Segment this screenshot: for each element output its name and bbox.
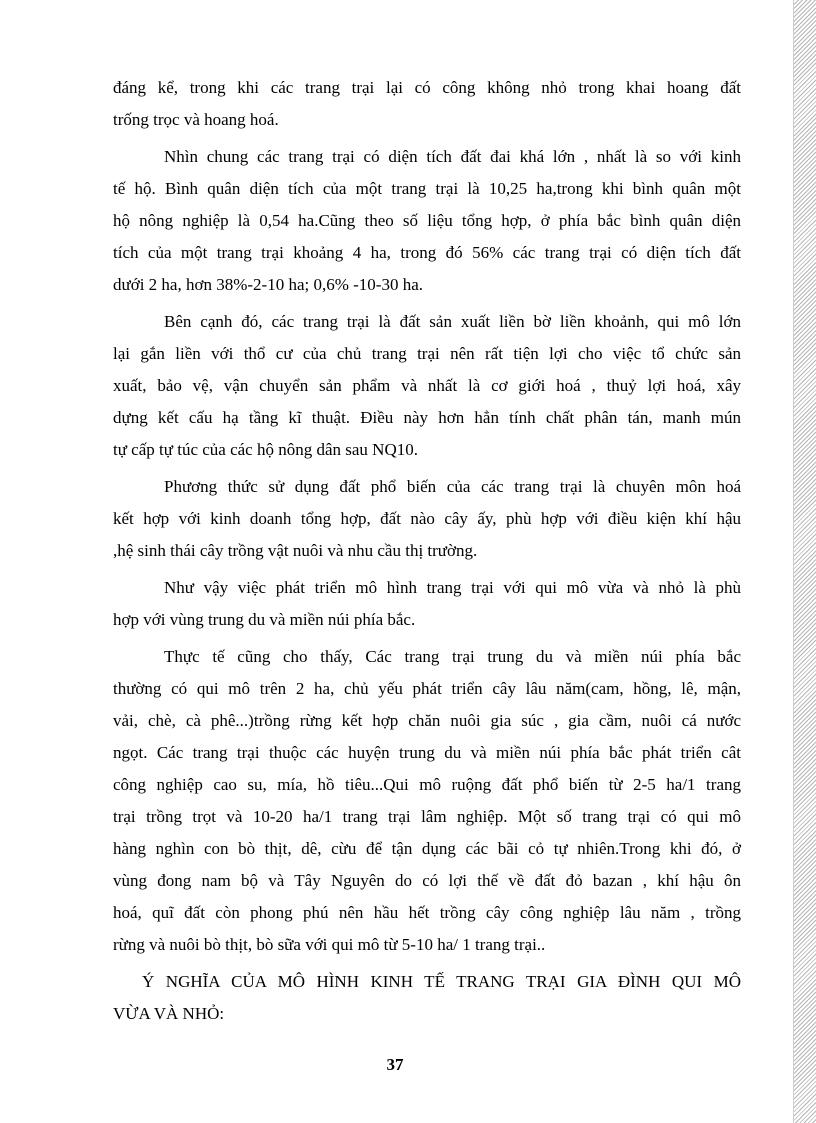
document-body xyxy=(113,72,741,1035)
text-line: trống trọc và hoang hoá. xyxy=(113,110,279,129)
text-line: rừng và nuôi bò thịt, bò sữa với qui mô từ 5-10 ha/ 1 trang trại.. xyxy=(113,935,546,954)
text-line: hoá, quĩ đất còn phong phú nên hầu hết trồng cây công nghiệp lâu năm , trồng xyxy=(113,903,741,922)
text-line: Nhìn chung các trang trại có diện tích đất đai khá lớn , nhất là so với kinh xyxy=(164,147,741,166)
text-line: dưới 2 ha, hơn 38%-2-10 ha; 0,6% -10-30 ha. xyxy=(113,275,423,294)
text-line: ,hệ sinh thái cây trồng vật nuôi và nhu cầu thị trường. xyxy=(113,541,478,560)
text-line: Bên cạnh đó, các trang trại là đất sản xuất liền bờ liền khoảnh, qui mô lớn xyxy=(164,312,741,331)
page-number: 37 xyxy=(386,1055,404,1074)
paragraph-model-suitability xyxy=(113,572,741,636)
text-line: hộ nông nghiệp là 0,54 ha.Cũng theo số liệu tổng hợp, ở phía bắc bình quân diện xyxy=(113,211,741,230)
heading-line: Ý NGHĨA CỦA MÔ HÌNH KINH TẾ TRANG TRẠI GIA ĐÌNH QUI MÔ xyxy=(142,972,741,991)
section-heading xyxy=(113,966,741,1030)
text-line: hàng nghìn con bò thịt, dê, cừu để tận dụng các bãi cỏ tự nhiên.Trong khi đó, ở xyxy=(113,839,741,858)
paragraph-continuation xyxy=(113,72,741,136)
text-line: lại gắn liền với thổ cư của chủ trang trại nên rất tiện lợi cho việc tổ chức sản xyxy=(113,344,741,363)
text-line: trại trồng trọt và 10-20 ha/1 trang trại lâm nghiệp. Một số trang trại có qui mô xyxy=(113,807,741,826)
text-line: hợp với vùng trung du và miền núi phía bắc. xyxy=(113,610,416,629)
text-line: Thực tế cũng cho thấy, Các trang trại trung du và miền núi phía bắc xyxy=(164,647,741,666)
text-line: thường có qui mô trên 2 ha, chủ yếu phát triển cây lâu năm(cam, hồng, lê, mận, xyxy=(113,679,741,698)
heading-line: VỪA VÀ NHỎ: xyxy=(113,1004,225,1023)
text-line: kết hợp với kinh doanh tổng hợp, đất nào cây ấy, phù hợp với điều kiện khí hậu xyxy=(113,509,741,528)
text-line: Phương thức sử dụng đất phổ biến của các trang trại là chuyên môn hoá xyxy=(164,477,741,496)
paragraph-area-statistics xyxy=(113,141,741,301)
text-line: đáng kể, trong khi các trang trại lại có công không nhỏ trong khai hoang đất xyxy=(113,78,741,97)
text-line: Như vậy việc phát triển mô hình trang trại với qui mô vừa và nhỏ là phù xyxy=(164,578,741,597)
paragraph-land-consolidation xyxy=(113,306,741,466)
text-line: ngọt. Các trang trại thuộc các huyện trung du và miền núi phía bắc phát triển cât xyxy=(113,743,741,762)
text-line: vùng đong nam bộ và Tây Nguyên do có lợi thế về đất đỏ bazan , khí hậu ôn xyxy=(113,871,741,890)
paragraph-land-use-method xyxy=(113,471,741,567)
text-line: xuất, bảo vệ, vận chuyển sản phẩm và nhất là cơ giới hoá , thuỷ lợi hoá, xây xyxy=(113,376,741,395)
text-line: công nghiệp cao su, mía, hồ tiêu...Qui mô ruộng đất phổ biến từ 2-5 ha/1 trang xyxy=(113,775,741,794)
text-line: tế hộ. Bình quân diện tích của một trang trại là 10,25 ha,trong khi bình quân một xyxy=(113,179,741,198)
text-line: dựng kết cấu hạ tầng kĩ thuật. Điều này hơn hẳn tính chất phân tán, manh mún xyxy=(113,408,741,427)
text-line: tự cấp tự túc của các hộ nông dân sau NQ10. xyxy=(113,440,418,459)
page-border-decoration xyxy=(793,0,816,1123)
text-line: vải, chè, cà phê...)trồng rừng kết hợp chăn nuôi gia súc , gia cầm, nuôi cá nước xyxy=(113,711,741,730)
paragraph-regional-practice xyxy=(113,641,741,961)
text-line: tích của một trang trại khoảng 4 ha, trong đó 56% các trang trại có diện tích đất xyxy=(113,243,741,262)
